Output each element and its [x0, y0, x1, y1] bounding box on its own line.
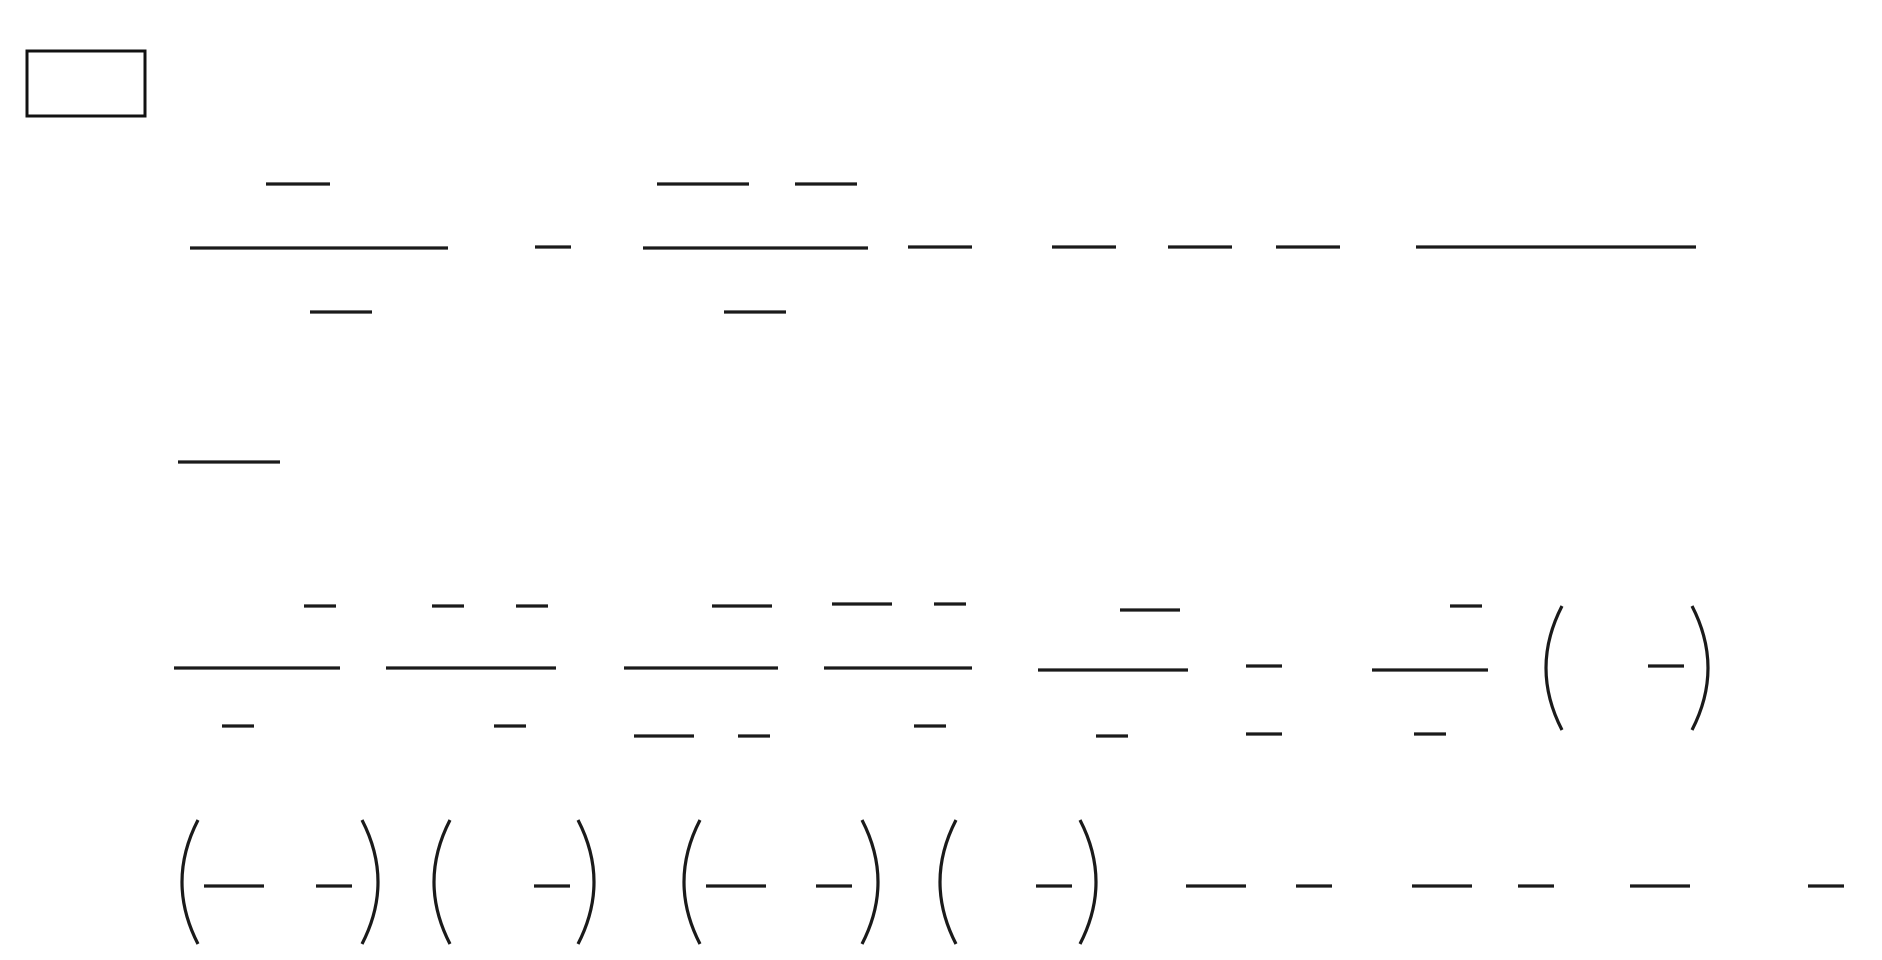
paren-right: [862, 820, 878, 944]
problem-number-box: [27, 51, 145, 116]
paren-left: [940, 820, 956, 944]
paren-left: [434, 820, 450, 944]
paren-left: [684, 820, 700, 944]
paren-right: [1080, 820, 1096, 944]
paren-left: [182, 820, 198, 944]
paren-right: [1692, 606, 1708, 730]
paren-right: [362, 820, 378, 944]
paren-right: [578, 820, 594, 944]
paren-left: [1546, 606, 1562, 730]
